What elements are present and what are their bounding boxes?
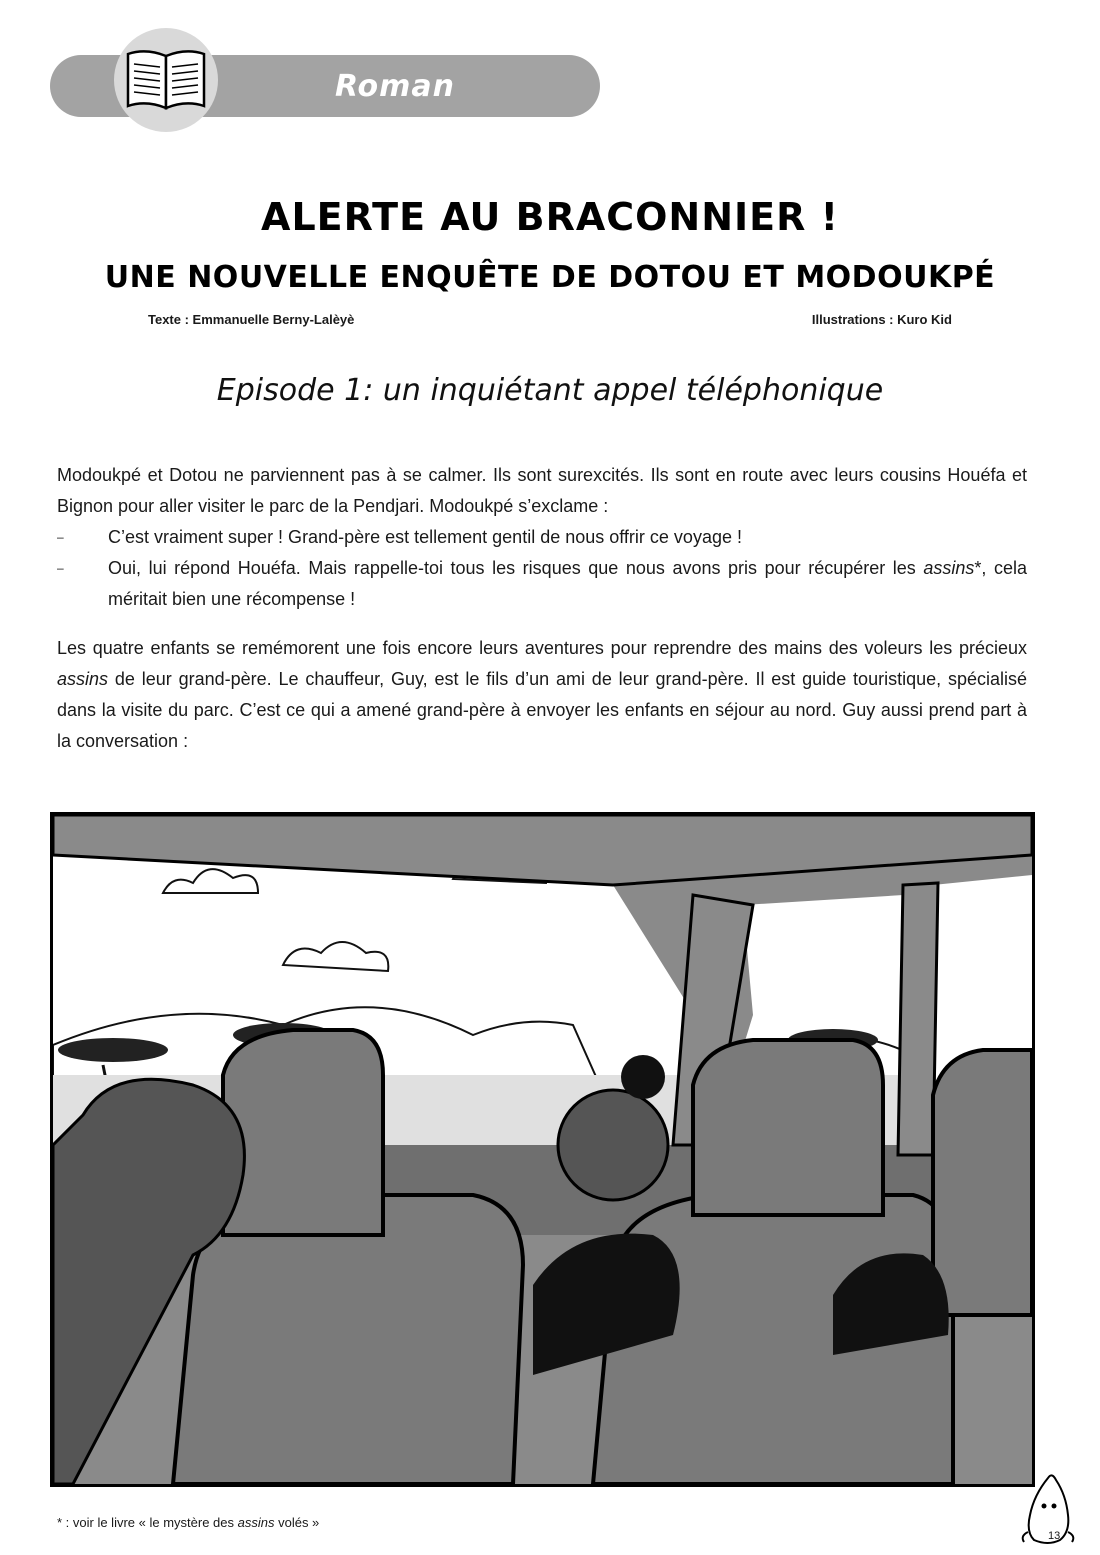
footnote-part: * : voir le livre « le mystère des	[57, 1515, 238, 1530]
dialog-dash: –	[57, 530, 64, 544]
page-subtitle: UNE NOUVELLE ENQUÊTE DE DOTOU ET MODOUKPÉ	[104, 260, 996, 295]
footnote-part: volés »	[274, 1515, 320, 1530]
dialog-line-1	[57, 522, 1027, 553]
footnote-emphasis: assins	[237, 1515, 275, 1530]
section-label: Roman	[334, 69, 456, 104]
page-title: ALERTE AU BRACONNIER !	[261, 195, 839, 239]
paragraph-intro: Modoukpé et Dotou ne parviennent pas à se calmer. Ils sont surexcités. Ils sont en route avec leurs cousins Houéfa et Bignon pour aller visiter le parc de la Pendjari. Modoukpé s’exclame :	[57, 465, 1027, 516]
dialog-text: C’est vraiment super ! Grand-père est tellement gentil de nous offrir ce voyage !	[108, 527, 742, 547]
episode-title: Episode 1: un inquiétant appel téléphonique	[216, 373, 884, 408]
paragraph-part: de leur grand-père. Le chauffeur, Guy, est le fils d’un ami de leur grand-père. Il est guide touristique, spécialisé dans la visite du parc. C’est ce qui a amené grand-père à envoyer les enfants en séjour au nord. Guy aussi prend part à la conversation :	[57, 669, 1027, 751]
paragraph-story	[57, 633, 1027, 757]
dialog-emphasis: assins	[923, 558, 975, 578]
dialog-text	[108, 553, 1027, 615]
footnote	[57, 1515, 319, 1530]
dialog-line-2	[57, 553, 1027, 615]
paragraph-part: Les quatre enfants se remémorent une fois encore leurs aventures pour reprendre des mains des voleurs les précieux	[57, 638, 1027, 658]
dialog-dash: –	[57, 561, 64, 575]
page-number-badge	[1018, 1470, 1078, 1554]
page-number: 13	[1048, 1530, 1061, 1542]
text-credit: Texte : Emmanuelle Berny-Lalèyè	[148, 312, 355, 327]
comic-illustration	[50, 812, 1035, 1487]
illustration-credit: Illustrations : Kuro Kid	[811, 312, 952, 327]
dialog-text-part: Oui, lui répond Houéfa. Mais rappelle-toi tous les risques que nous avons pris pour récupérer les	[108, 558, 924, 578]
open-book-icon	[114, 28, 218, 132]
dialog-text-part: *, cela méritait bien une récompense !	[108, 558, 1027, 609]
paragraph-emphasis: assins	[57, 669, 109, 689]
